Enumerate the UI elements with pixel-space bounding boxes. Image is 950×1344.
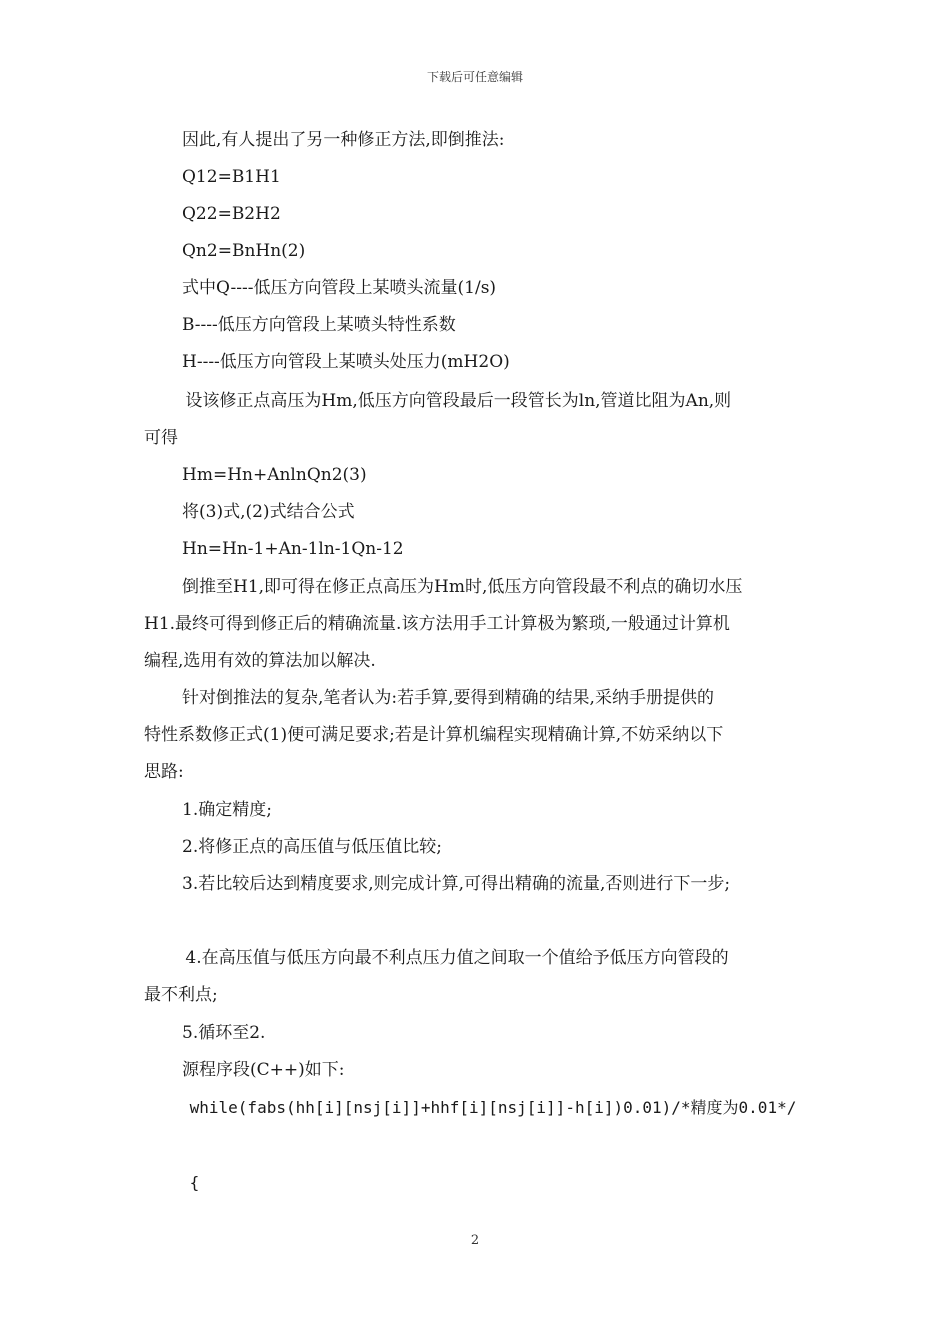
text-line: 倒推至H1,即可得在修正点高压为Hm时,低压方向管段最不利点的确切水压 xyxy=(182,577,743,597)
formula-line: Q12=B1H1 xyxy=(182,167,281,187)
page-number: 2 xyxy=(470,1233,480,1248)
text-line: 针对倒推法的复杂,笔者认为:若手算,要得到精确的结果,采纳手册提供的 xyxy=(182,688,714,708)
text-line: 可得 xyxy=(144,428,178,448)
list-item: 5.循环至2. xyxy=(182,1023,266,1043)
list-item: 4.在高压值与低压方向最不利点压力值之间取一个值给予低压方向管段的 xyxy=(180,948,729,968)
text-line: H1.最终可得到修正后的精确流量.该方法用手工计算极为繁琐,一般通过计算机 xyxy=(144,614,730,634)
text-line: 特性系数修正式(1)便可满足要求;若是计算机编程实现精确计算,不妨采纳以下 xyxy=(144,725,724,745)
text-line: 源程序段(C++)如下: xyxy=(182,1060,345,1080)
text-line: 编程,选用有效的算法加以解决. xyxy=(144,651,376,671)
page-header: 下载后可任意编辑 xyxy=(426,70,523,84)
text-line: 因此,有人提出了另一种修正方法,即倒推法: xyxy=(182,130,505,150)
formula-line: Q22=B2H2 xyxy=(182,204,281,224)
list-item: 1.确定精度; xyxy=(182,800,272,820)
code-line: { xyxy=(180,1173,200,1192)
formula-line: Hm=Hn+AnlnQn2(3) xyxy=(182,465,367,485)
text-line: H----低压方向管段上某喷头处压力(mH2O) xyxy=(182,352,510,372)
text-line: 最不利点; xyxy=(144,985,218,1005)
text-line: B----低压方向管段上某喷头特性系数 xyxy=(182,315,456,335)
list-item: 2.将修正点的高压值与低压值比较; xyxy=(182,837,442,857)
formula-line: Qn2=BnHn(2) xyxy=(182,241,306,261)
formula-line: Hn=Hn-1+An-1ln-1Qn-12 xyxy=(182,539,404,559)
text-line: 将(3)式,(2)式结合公式 xyxy=(182,502,355,522)
code-line: while(fabs(hh[i][nsj[i]]+hhf[i][nsj[i]]-h[i])0.01)/*精度为0.01*/ xyxy=(180,1098,797,1117)
text-line: 设该修正点高压为Hm,低压方向管段最后一段管长为ln,管道比阻为An,则 xyxy=(180,391,732,411)
text-line: 式中Q----低压方向管段上某喷头流量(1/s) xyxy=(182,278,497,298)
list-item: 3.若比较后达到精度要求,则完成计算,可得出精确的流量,否则进行下一步; xyxy=(182,874,731,894)
text-line: 思路: xyxy=(144,762,184,782)
